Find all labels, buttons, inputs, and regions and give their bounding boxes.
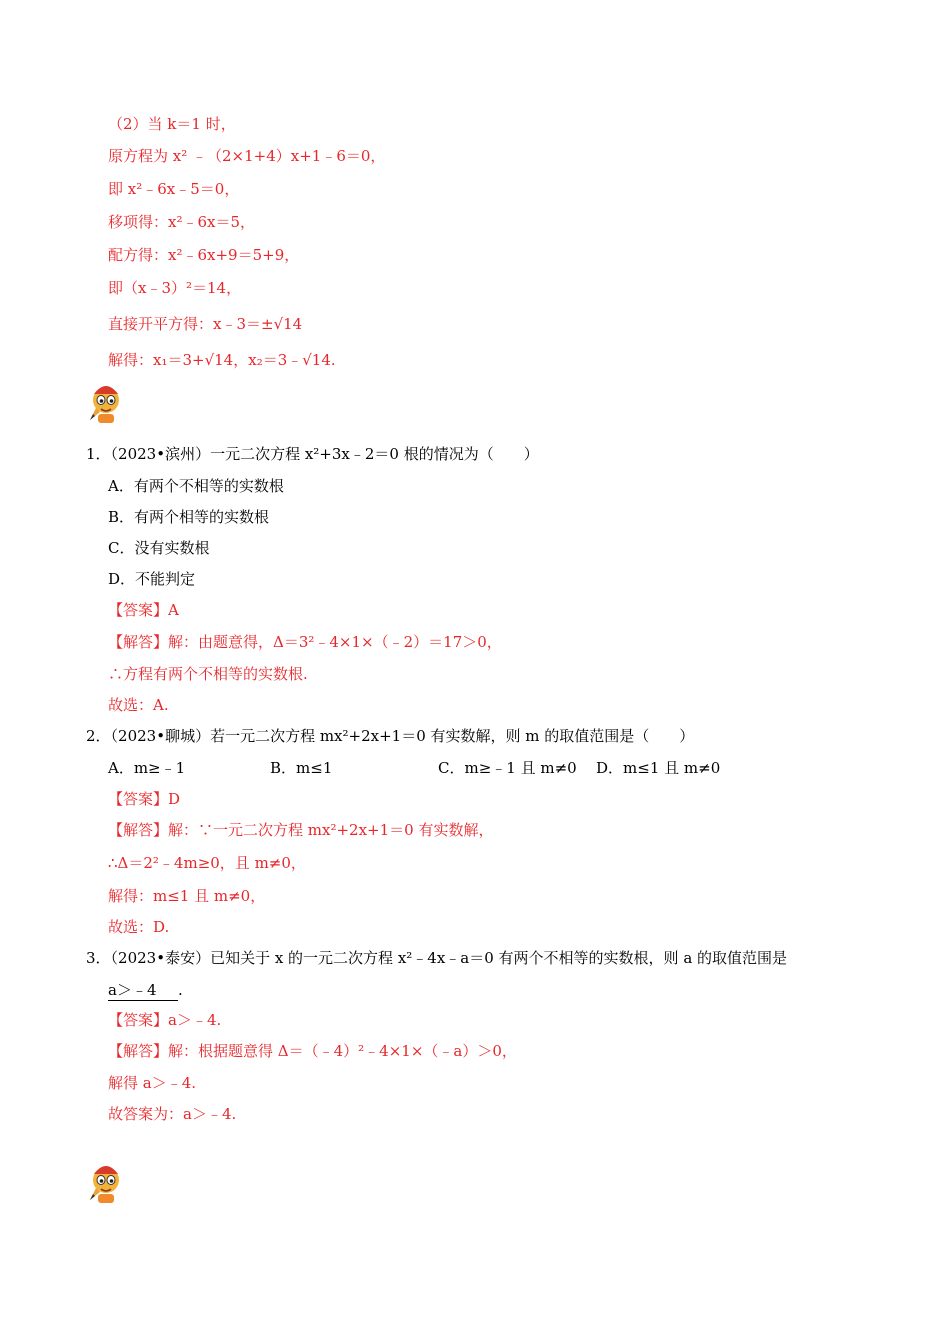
option-b: B．有两个相等的实数根	[108, 508, 270, 526]
options-row	[108, 758, 748, 778]
solution-line: 故选：D.	[108, 918, 170, 936]
solution-line: 故选：A.	[108, 696, 169, 714]
option-a: A．m≥﹣1	[108, 759, 186, 777]
solution-line: （2）当 k＝1 时，	[108, 115, 236, 133]
answer-line: 【答案】D	[108, 790, 181, 808]
option-c: C．m≥﹣1 且 m≠0	[438, 759, 577, 777]
solution-line: 【解答】解：∵一元二次方程 mx²+2x+1＝0 有实数解，	[108, 821, 494, 839]
solution-line: 配方得：x²﹣6x+9＝5+9，	[108, 246, 300, 264]
solution-line: 故答案为：a＞﹣4.	[108, 1105, 237, 1123]
solution-line: 解得：x₁＝3+√14，x₂＝3﹣√14.	[108, 351, 336, 369]
option-a: A．有两个不相等的实数根	[108, 477, 284, 495]
solution-line: 【解答】解：根据题意得 Δ＝（﹣4）²﹣4×1×（﹣a）＞0，	[108, 1042, 517, 1060]
solution-line: 解得：m≤1 且 m≠0，	[108, 887, 266, 905]
option-c: C．没有实数根	[108, 539, 210, 557]
question-stem: 1．（2023•滨州）一元二次方程 x²+3x﹣2＝0 根的情况为（ ）	[86, 445, 539, 463]
question-stem: 2．（2023•聊城）若一元二次方程 mx²+2x+1＝0 有实数解，则 m 的取值范围是（ ）	[86, 727, 695, 745]
answer-line: 【答案】A	[108, 601, 179, 619]
solution-line: 移项得：x²﹣6x＝5，	[108, 213, 256, 231]
pencil-mascot-icon	[84, 1160, 126, 1206]
solution-line: 即（x﹣3）²＝14，	[108, 279, 242, 297]
answer-blank: a＞﹣4	[108, 980, 178, 1001]
solution-line: ∴Δ＝2²﹣4m≥0，且 m≠0，	[108, 854, 306, 872]
solution-line: 【解答】解：由题意得，Δ＝3²﹣4×1×（﹣2）＝17＞0，	[108, 633, 502, 651]
answer-line: 【答案】a＞﹣4.	[108, 1011, 222, 1029]
solution-line: 解得 a＞﹣4.	[108, 1074, 197, 1092]
option-d: D．不能判定	[108, 570, 196, 588]
option-d: D．m≤1 且 m≠0	[596, 759, 721, 777]
solution-line: 即 x²﹣6x﹣5＝0，	[108, 180, 240, 198]
pencil-mascot-icon	[84, 380, 126, 426]
option-b: B．m≤1	[270, 759, 333, 777]
answer-blank-row	[108, 980, 183, 1001]
solution-line: ∴方程有两个不相等的实数根.	[108, 665, 308, 683]
solution-line: 原方程为 x² ﹣（2×1+4）x+1﹣6＝0，	[108, 147, 386, 165]
question-stem: 3．（2023•泰安）已知关于 x 的一元二次方程 x²﹣4x﹣a＝0 有两个不相等的实数根，则 a 的取值范围是	[86, 949, 788, 967]
solution-line: 直接开平方得：x﹣3＝±√14	[108, 315, 303, 333]
blank-period: .	[178, 981, 183, 999]
